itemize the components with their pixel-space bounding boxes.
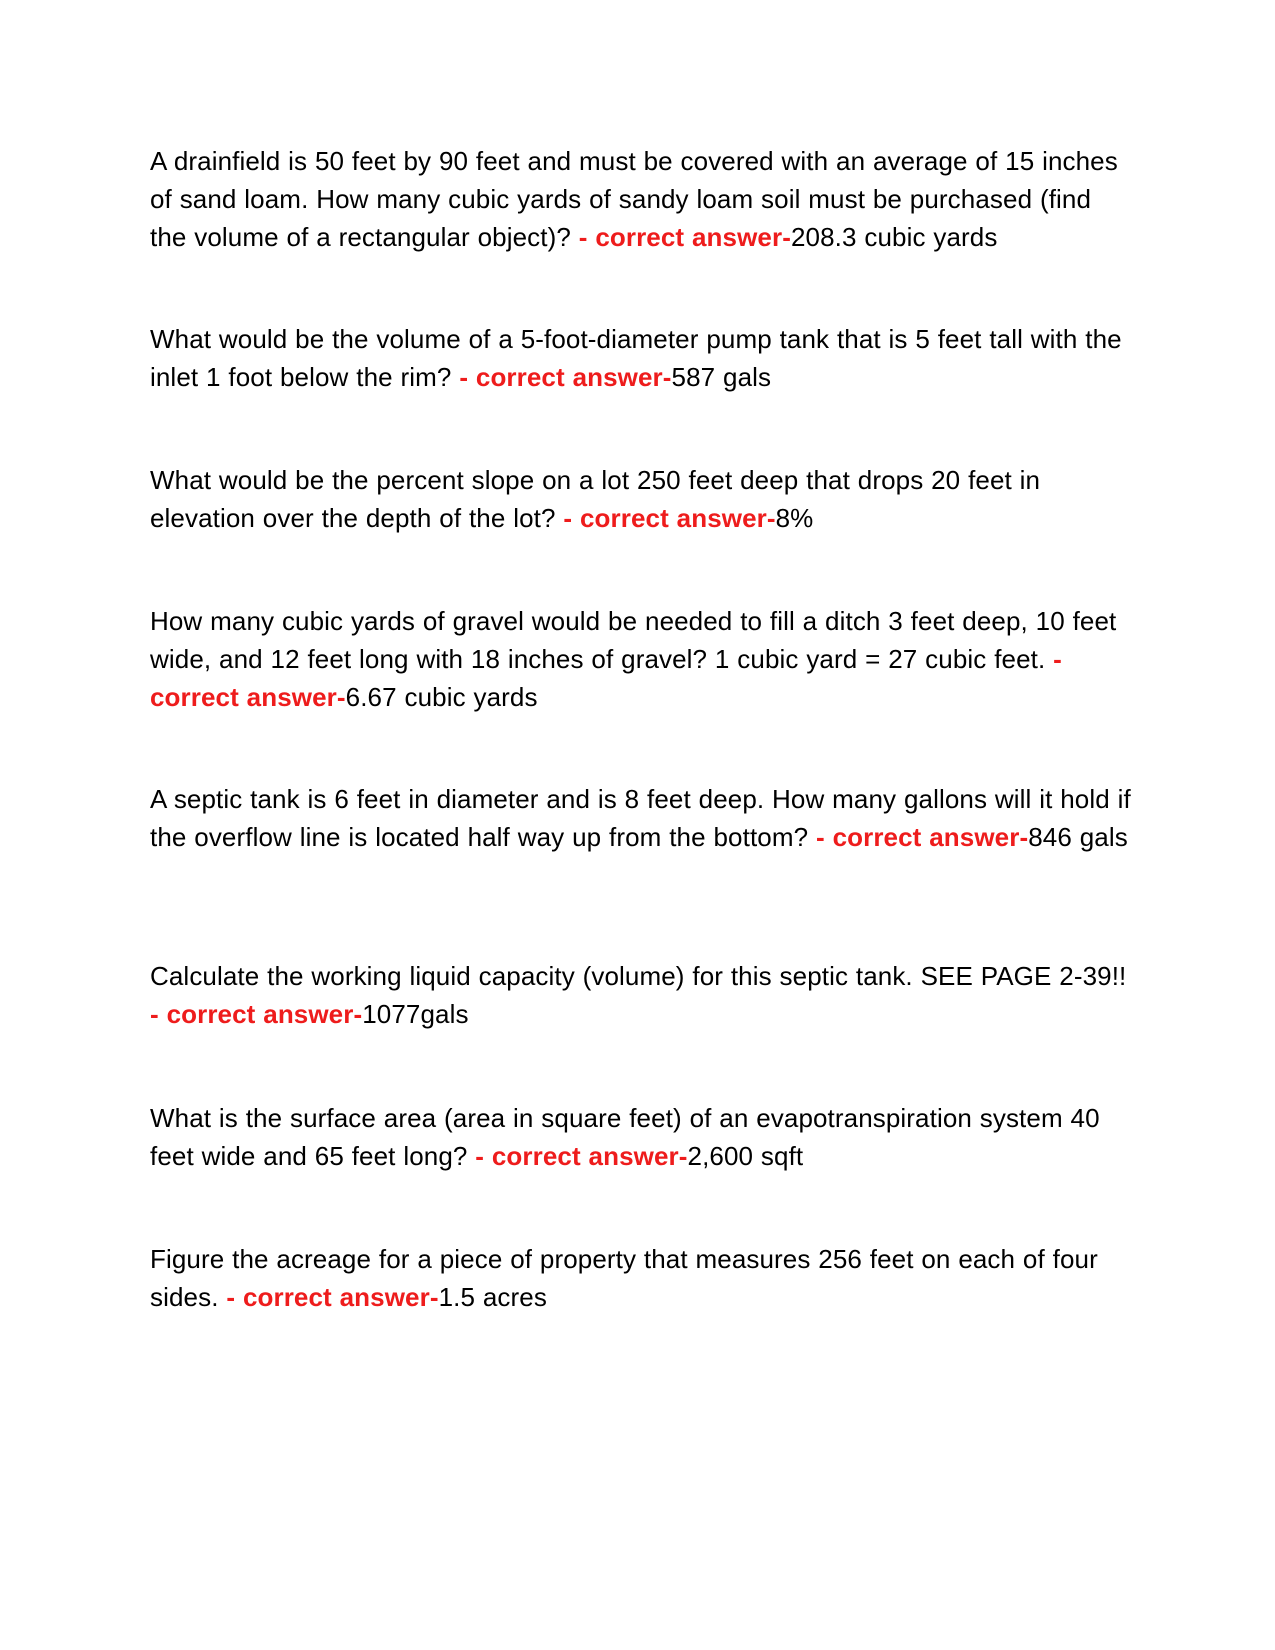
qa-item (150, 957, 1135, 1033)
question-text: Figure the acreage for a piece of property that measures 256 feet on each of four sides. (150, 1244, 1098, 1312)
question-text: A septic tank is 6 feet in diameter and is 8 feet deep. How many gallons will it hold if the overflow line is located half way up from the bottom? (150, 784, 1131, 852)
correct-answer-marker: - correct answer- (226, 1282, 439, 1312)
answer-text: 208.3 cubic yards (790, 222, 998, 252)
qa-item (150, 1099, 1135, 1175)
question-text: Calculate the working liquid capacity (volume) for this septic tank. SEE PAGE 2-39!! (150, 961, 1127, 991)
qa-item (150, 780, 1135, 856)
correct-answer-marker: - correct answer- (150, 644, 1062, 712)
qa-item (150, 320, 1135, 396)
correct-answer-marker: - correct answer- (150, 999, 363, 1029)
correct-answer-marker: - correct answer- (475, 1141, 688, 1171)
qa-item (150, 461, 1135, 537)
correct-answer-marker: - correct answer- (459, 362, 672, 392)
correct-answer-marker: - correct answer- (563, 503, 776, 533)
answer-text: 1077gals (362, 999, 469, 1029)
correct-answer-marker: - correct answer- (578, 222, 791, 252)
question-text: A drainfield is 50 feet by 90 feet and must be covered with an average of 15 inches of sand loam. How many cubic yards of sandy loam soil must be purchased (find the volume of a rectangular object)? (150, 146, 1118, 252)
qa-item (150, 602, 1135, 716)
question-text: How many cubic yards of gravel would be needed to fill a ditch 3 feet deep, 10 feet wide, and 12 feet long with 18 inches of gravel? 1 cubic yard = 27 cubic feet. (150, 606, 1117, 674)
qa-item (150, 1240, 1135, 1316)
answer-text: 1.5 acres (438, 1282, 547, 1312)
question-text: What would be the percent slope on a lot 250 feet deep that drops 20 feet in elevation over the depth of the lot? (150, 465, 1041, 533)
question-text: What would be the volume of a 5-foot-diameter pump tank that is 5 feet tall with the inlet 1 foot below the rim? (150, 324, 1122, 392)
question-text: What is the surface area (area in square feet) of an evapotranspiration system 40 feet wide and 65 feet long? (150, 1103, 1100, 1171)
answer-text: 2,600 sqft (687, 1141, 804, 1171)
qa-item (150, 142, 1135, 256)
answer-text: 846 gals (1028, 822, 1128, 852)
answer-text: 6.67 cubic yards (345, 682, 538, 712)
answer-text: 587 gals (671, 362, 772, 392)
answer-text: 8% (775, 503, 814, 533)
correct-answer-marker: - correct answer- (815, 822, 1029, 852)
